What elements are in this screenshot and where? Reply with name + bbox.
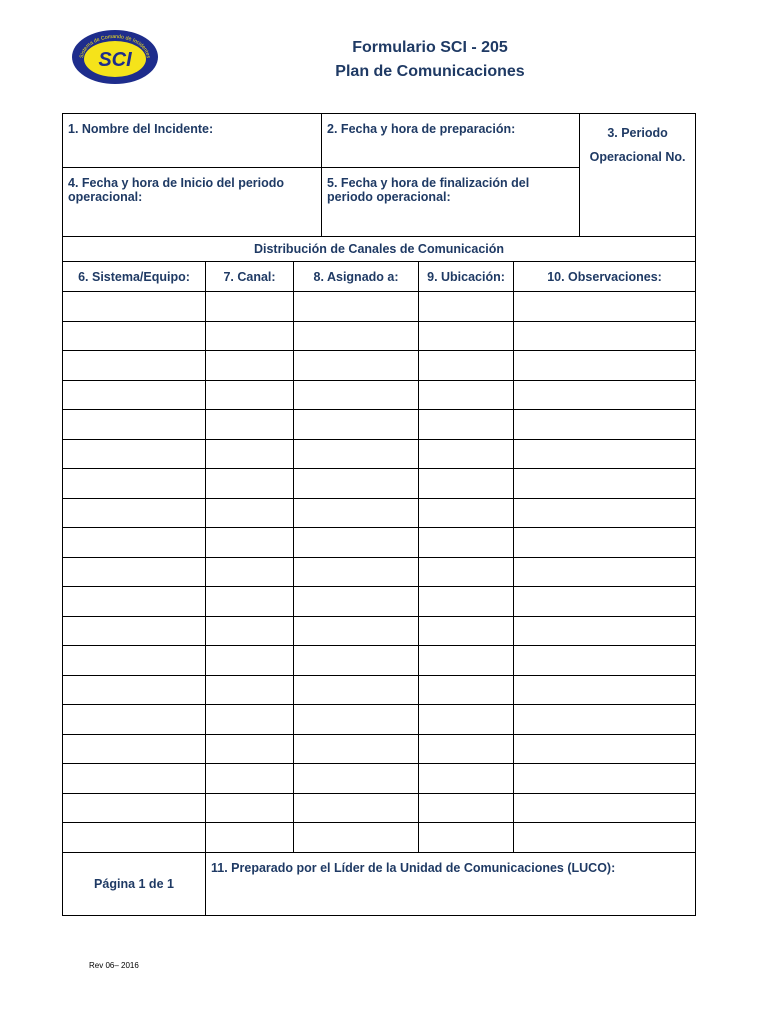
table-row: [63, 616, 696, 646]
assigned-cell[interactable]: [294, 439, 419, 469]
location-cell[interactable]: [419, 616, 514, 646]
system-cell[interactable]: [63, 469, 206, 499]
assigned-cell[interactable]: [294, 469, 419, 499]
location-cell[interactable]: [419, 587, 514, 617]
location-cell[interactable]: [419, 469, 514, 499]
assigned-cell[interactable]: [294, 292, 419, 322]
location-cell[interactable]: [419, 498, 514, 528]
observations-cell[interactable]: [514, 380, 696, 410]
location-cell[interactable]: [419, 734, 514, 764]
location-cell[interactable]: [419, 439, 514, 469]
observations-cell[interactable]: [514, 764, 696, 794]
system-cell[interactable]: [63, 823, 206, 853]
assigned-cell[interactable]: [294, 734, 419, 764]
prep-datetime-label: 2. Fecha y hora de preparación:: [327, 122, 516, 136]
location-cell[interactable]: [419, 705, 514, 735]
table-row: [63, 410, 696, 440]
system-cell[interactable]: [63, 321, 206, 351]
assigned-cell[interactable]: [294, 823, 419, 853]
page-number: Página 1 de 1: [63, 852, 206, 915]
observations-cell[interactable]: [514, 646, 696, 676]
assigned-cell[interactable]: [294, 321, 419, 351]
prepared-by-label: 11. Preparado por el Líder de la Unidad de Comunicaciones (LUCO):: [211, 860, 616, 875]
table-row: [63, 646, 696, 676]
table-row: [63, 439, 696, 469]
table-row: [63, 321, 696, 351]
location-cell[interactable]: [419, 646, 514, 676]
column-header-location: 9. Ubicación:: [419, 262, 514, 292]
observations-cell[interactable]: [514, 705, 696, 735]
system-cell[interactable]: [63, 734, 206, 764]
revision-note: Rev 06– 2016: [89, 961, 139, 970]
channel-cell[interactable]: [206, 557, 294, 587]
logo-ring-text: Sistema de Comando de Incidentes: [78, 33, 151, 59]
start-datetime-label: 4. Fecha y hora de Inicio del periodo operacional:: [68, 176, 285, 204]
channel-cell[interactable]: [206, 528, 294, 558]
location-cell[interactable]: [419, 380, 514, 410]
table-row: [63, 528, 696, 558]
channel-cell[interactable]: [206, 587, 294, 617]
observations-cell[interactable]: [514, 793, 696, 823]
observations-cell[interactable]: [514, 292, 696, 322]
assigned-cell[interactable]: [294, 764, 419, 794]
channel-cell[interactable]: [206, 616, 294, 646]
channel-cell[interactable]: [206, 734, 294, 764]
channel-cell[interactable]: [206, 469, 294, 499]
channel-cell[interactable]: [206, 380, 294, 410]
column-header-channel: 7. Canal:: [206, 262, 294, 292]
assigned-cell[interactable]: [294, 351, 419, 381]
table-row: [63, 587, 696, 617]
assigned-cell[interactable]: [294, 557, 419, 587]
assigned-cell[interactable]: [294, 675, 419, 705]
observations-cell[interactable]: [514, 498, 696, 528]
column-header-system: 6. Sistema/Equipo:: [63, 262, 206, 292]
system-cell[interactable]: [63, 439, 206, 469]
system-cell[interactable]: [63, 675, 206, 705]
channel-cell[interactable]: [206, 764, 294, 794]
channel-cell[interactable]: [206, 439, 294, 469]
start-datetime-field[interactable]: [63, 168, 322, 237]
assigned-cell[interactable]: [294, 616, 419, 646]
prepared-by-field[interactable]: [206, 852, 696, 915]
table-row: [63, 823, 696, 853]
table-row: [63, 705, 696, 735]
table-row: [63, 292, 696, 322]
channel-cell[interactable]: [206, 498, 294, 528]
assigned-cell[interactable]: [294, 498, 419, 528]
observations-cell[interactable]: [514, 351, 696, 381]
observations-cell[interactable]: [514, 734, 696, 764]
assigned-cell[interactable]: [294, 646, 419, 676]
communications-plan-form: [62, 113, 696, 916]
channel-cell[interactable]: [206, 793, 294, 823]
table-row: [63, 469, 696, 499]
observations-cell[interactable]: [514, 439, 696, 469]
system-cell[interactable]: [63, 764, 206, 794]
observations-cell[interactable]: [514, 823, 696, 853]
channel-cell[interactable]: [206, 823, 294, 853]
system-cell[interactable]: [63, 557, 206, 587]
assigned-cell[interactable]: [294, 380, 419, 410]
observations-cell[interactable]: [514, 675, 696, 705]
system-cell[interactable]: [63, 292, 206, 322]
table-row: [63, 675, 696, 705]
system-cell[interactable]: [63, 528, 206, 558]
logo-text: SCI: [98, 49, 132, 71]
observations-cell[interactable]: [514, 528, 696, 558]
end-datetime-label: 5. Fecha y hora de finalización del periodo operacional:: [327, 176, 530, 204]
location-cell[interactable]: [419, 410, 514, 440]
system-cell[interactable]: [63, 793, 206, 823]
location-cell[interactable]: [419, 351, 514, 381]
end-datetime-field[interactable]: [322, 168, 580, 237]
assigned-cell[interactable]: [294, 705, 419, 735]
channel-cell[interactable]: [206, 646, 294, 676]
channel-cell[interactable]: [206, 292, 294, 322]
location-cell[interactable]: [419, 793, 514, 823]
system-cell[interactable]: [63, 498, 206, 528]
column-header-row: [63, 262, 696, 292]
location-cell[interactable]: [419, 528, 514, 558]
assigned-cell[interactable]: [294, 410, 419, 440]
table-row: [63, 351, 696, 381]
system-cell[interactable]: [63, 380, 206, 410]
channel-cell[interactable]: [206, 321, 294, 351]
assigned-cell[interactable]: [294, 528, 419, 558]
channel-rows: [63, 292, 696, 853]
table-row: [63, 764, 696, 794]
location-cell[interactable]: [419, 321, 514, 351]
observations-cell[interactable]: [514, 557, 696, 587]
system-cell[interactable]: [63, 616, 206, 646]
location-cell[interactable]: [419, 764, 514, 794]
table-row: [63, 498, 696, 528]
channel-cell[interactable]: [206, 410, 294, 440]
column-header-assigned: 8. Asignado a:: [294, 262, 419, 292]
system-cell[interactable]: [63, 587, 206, 617]
form-title: Formulario SCI - 205: [352, 39, 508, 56]
location-cell[interactable]: [419, 675, 514, 705]
column-header-observations: 10. Observaciones:: [514, 262, 696, 292]
observations-cell[interactable]: [514, 321, 696, 351]
location-cell[interactable]: [419, 557, 514, 587]
table-row: [63, 557, 696, 587]
operational-period-label: 3. Periodo Operacional No.: [589, 126, 686, 164]
prep-datetime-field[interactable]: [322, 114, 580, 168]
assigned-cell[interactable]: [294, 793, 419, 823]
channel-cell[interactable]: [206, 351, 294, 381]
incident-name-label: 1. Nombre del Incidente:: [68, 122, 214, 136]
system-cell[interactable]: [63, 646, 206, 676]
channel-cell[interactable]: [206, 675, 294, 705]
observations-cell[interactable]: [514, 616, 696, 646]
distribution-title: Distribución de Canales de Comunicación: [63, 237, 696, 262]
table-row: [63, 380, 696, 410]
table-row: [63, 793, 696, 823]
observations-cell[interactable]: [514, 469, 696, 499]
system-cell[interactable]: [63, 705, 206, 735]
form-subtitle: Plan de Comunicaciones: [335, 63, 525, 80]
incident-name-field[interactable]: [63, 114, 322, 168]
system-cell[interactable]: [63, 351, 206, 381]
location-cell[interactable]: [419, 292, 514, 322]
channel-cell[interactable]: [206, 705, 294, 735]
assigned-cell[interactable]: [294, 587, 419, 617]
table-row: [63, 734, 696, 764]
location-cell[interactable]: [419, 823, 514, 853]
system-cell[interactable]: [63, 410, 206, 440]
observations-cell[interactable]: [514, 410, 696, 440]
sci-logo: [71, 29, 159, 85]
operational-period-field[interactable]: [580, 114, 696, 237]
observations-cell[interactable]: [514, 587, 696, 617]
